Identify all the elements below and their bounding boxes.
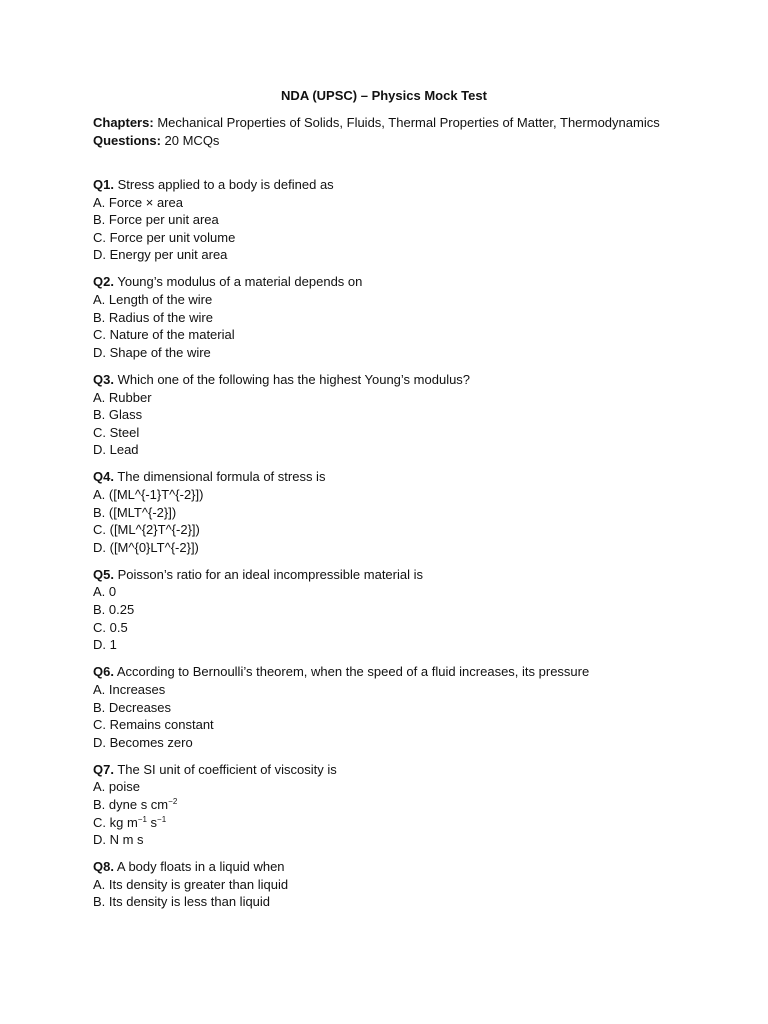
- option-a: A. ([ML^{-1}T^{-2}]): [93, 487, 204, 502]
- option-c-text-2: s: [146, 814, 158, 830]
- option-d: D. 1: [93, 637, 117, 653]
- question-number: Q8.: [93, 859, 114, 875]
- question-stem: [93, 663, 733, 681]
- question-number: Q5.: [93, 566, 114, 582]
- questions-label: Questions:: [93, 132, 161, 148]
- questions-value: 20 MCQs: [164, 132, 220, 148]
- question-text: Which one of the following has the highest Young’s modulus?: [117, 371, 471, 387]
- option-b: B. Glass: [93, 407, 143, 423]
- option-b: B. Its density is less than liquid: [93, 894, 271, 910]
- question-text: A body floats in a liquid when: [116, 859, 285, 875]
- question-text: Stress applied to a body is defined as: [117, 177, 334, 192]
- option-c: C. Remains constant: [93, 717, 214, 733]
- question-stem: [93, 761, 733, 779]
- question-stem: [93, 566, 733, 584]
- option-c: C. ([ML^{2}T^{-2}]): [93, 522, 200, 538]
- option-a: A. Its density is greater than liquid: [93, 876, 289, 892]
- option-b-text: B. dyne s cm: [93, 797, 169, 812]
- question-text: Young’s modulus of a material depends on: [117, 274, 363, 290]
- option-b: B. 0.25: [93, 602, 135, 618]
- option-b: B. ([MLT^{-2}]): [93, 504, 177, 520]
- option-c: C. Force per unit volume: [93, 229, 236, 245]
- option-d: D. Becomes zero: [93, 734, 193, 750]
- option-d: D. N m s: [93, 832, 144, 848]
- question-number: Q6.: [93, 664, 114, 680]
- option-a: A. 0: [93, 584, 117, 600]
- option-a: A. Increases: [93, 681, 166, 697]
- question-7: [93, 761, 733, 849]
- test-meta: [93, 114, 733, 149]
- question-5: [93, 566, 733, 654]
- question-number: Q7.: [93, 761, 114, 777]
- question-1: [93, 176, 733, 264]
- question-number: Q2.: [93, 274, 114, 290]
- option-c-exponent: −1: [137, 814, 147, 824]
- question-4: [93, 468, 733, 556]
- question-stem: [93, 858, 733, 876]
- option-b: B. Force per unit area: [93, 212, 219, 228]
- option-d: D. Energy per unit area: [93, 247, 228, 263]
- chapters-value: Mechanical Properties of Solids, Fluids, Thermal Properties of Matter, Thermodynamics: [157, 115, 660, 130]
- option-c: C. 0.5: [93, 619, 128, 635]
- option-a: A. poise: [93, 779, 140, 795]
- option-a: A. Length of the wire: [93, 292, 213, 308]
- document-title: NDA (UPSC) – Physics Mock Test: [281, 88, 487, 103]
- question-stem: [93, 176, 733, 194]
- question-2: [93, 273, 733, 361]
- question-stem: [93, 273, 733, 291]
- chapters-line: [93, 114, 733, 132]
- option-b: [93, 796, 733, 814]
- question-number: Q1.: [93, 177, 114, 192]
- option-d: D. Shape of the wire: [93, 344, 211, 360]
- option-b: B. Radius of the wire: [93, 309, 213, 325]
- question-number: Q4.: [93, 469, 114, 485]
- question-6: [93, 663, 733, 751]
- option-c-exponent-2: −1: [157, 814, 167, 824]
- option-c: [93, 814, 733, 832]
- question-text: The SI unit of coefficient of viscosity is: [117, 761, 337, 777]
- question-stem: [93, 371, 733, 389]
- option-d: D. Lead: [93, 442, 139, 458]
- question-3: [93, 371, 733, 459]
- option-b: B. Decreases: [93, 699, 172, 715]
- question-text: Poisson’s ratio for an ideal incompressible material is: [117, 566, 423, 582]
- questions-count-line: [93, 132, 733, 150]
- question-stem: [93, 468, 733, 486]
- option-b-exponent: −2: [168, 797, 178, 806]
- option-c-text: C. kg m: [93, 814, 138, 830]
- question-list: [93, 176, 733, 921]
- chapters-label: Chapters:: [93, 115, 154, 130]
- question-8: [93, 858, 733, 911]
- option-a: A. Force × area: [93, 194, 183, 210]
- option-a: A. Rubber: [93, 389, 152, 405]
- option-d: D. ([M^{0}LT^{-2}]): [93, 539, 199, 555]
- question-text: The dimensional formula of stress is: [117, 469, 326, 485]
- question-text: According to Bernoulli’s theorem, when the speed of a fluid increases, its pressure: [116, 664, 590, 680]
- option-c: C. Steel: [93, 424, 140, 440]
- option-c: C. Nature of the material: [93, 327, 235, 343]
- question-number: Q3.: [93, 371, 114, 387]
